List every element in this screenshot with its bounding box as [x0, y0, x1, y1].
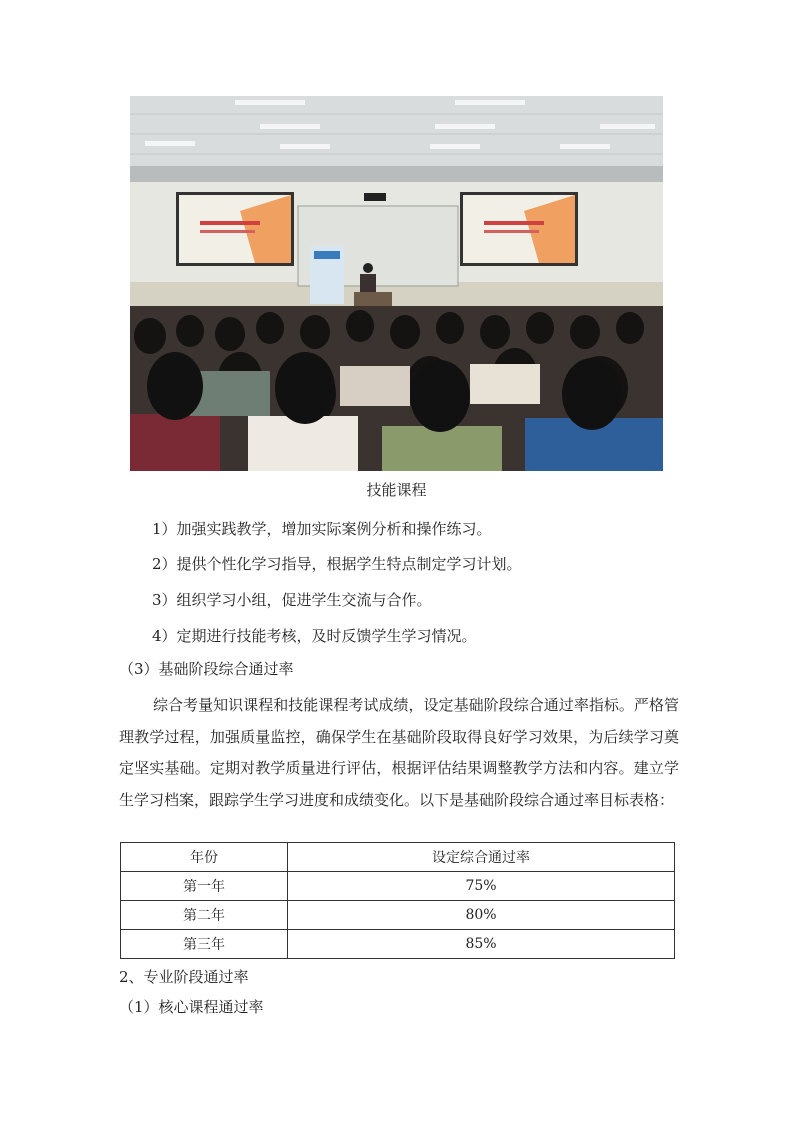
heading-level-3: （1）核心课程通过率	[119, 998, 264, 1016]
table-header: 年份	[121, 843, 288, 872]
paragraph-text: 综合考量知识课程和技能课程考试成绩，设定基础阶段综合通过率指标。严格管理教学过程，加强质量监控，确保学生在基础阶段取得良好学习效果，为后续学习奠定坚实基础。定期对教学质量进行评估，根据评估结果调整教学方法和内容。建立学生学习档案，跟踪学生学习进度和成绩变化。以下是基础阶段综合通过率目标表格：	[119, 696, 679, 809]
list-item: 4）定期进行技能考核，及时反馈学生学习情况。	[152, 627, 477, 645]
table-row	[121, 930, 675, 959]
table-cell: 80%	[288, 901, 675, 930]
table-cell: 第二年	[121, 901, 288, 930]
table-header: 设定综合通过率	[288, 843, 675, 872]
table-row	[121, 872, 675, 901]
table-cell: 75%	[288, 872, 675, 901]
figure-caption: 技能课程	[366, 481, 427, 499]
table-cell: 第三年	[121, 930, 288, 959]
list-item: 2）提供个性化学习指导，根据学生特点制定学习计划。	[152, 555, 522, 573]
section-heading: （3）基础阶段综合通过率	[119, 660, 294, 678]
table-row	[121, 901, 675, 930]
table-header-row	[121, 843, 675, 872]
list-item: 3）组织学习小组，促进学生交流与合作。	[152, 591, 432, 609]
table-cell: 第一年	[121, 872, 288, 901]
table-cell: 85%	[288, 930, 675, 959]
pass-rate-table	[120, 842, 675, 959]
body-paragraph	[119, 690, 679, 816]
list-item: 1）加强实践教学，增加实际案例分析和操作练习。	[152, 520, 492, 538]
lecture-hall-photo	[130, 96, 663, 471]
heading-level-2: 2、专业阶段通过率	[119, 968, 249, 986]
